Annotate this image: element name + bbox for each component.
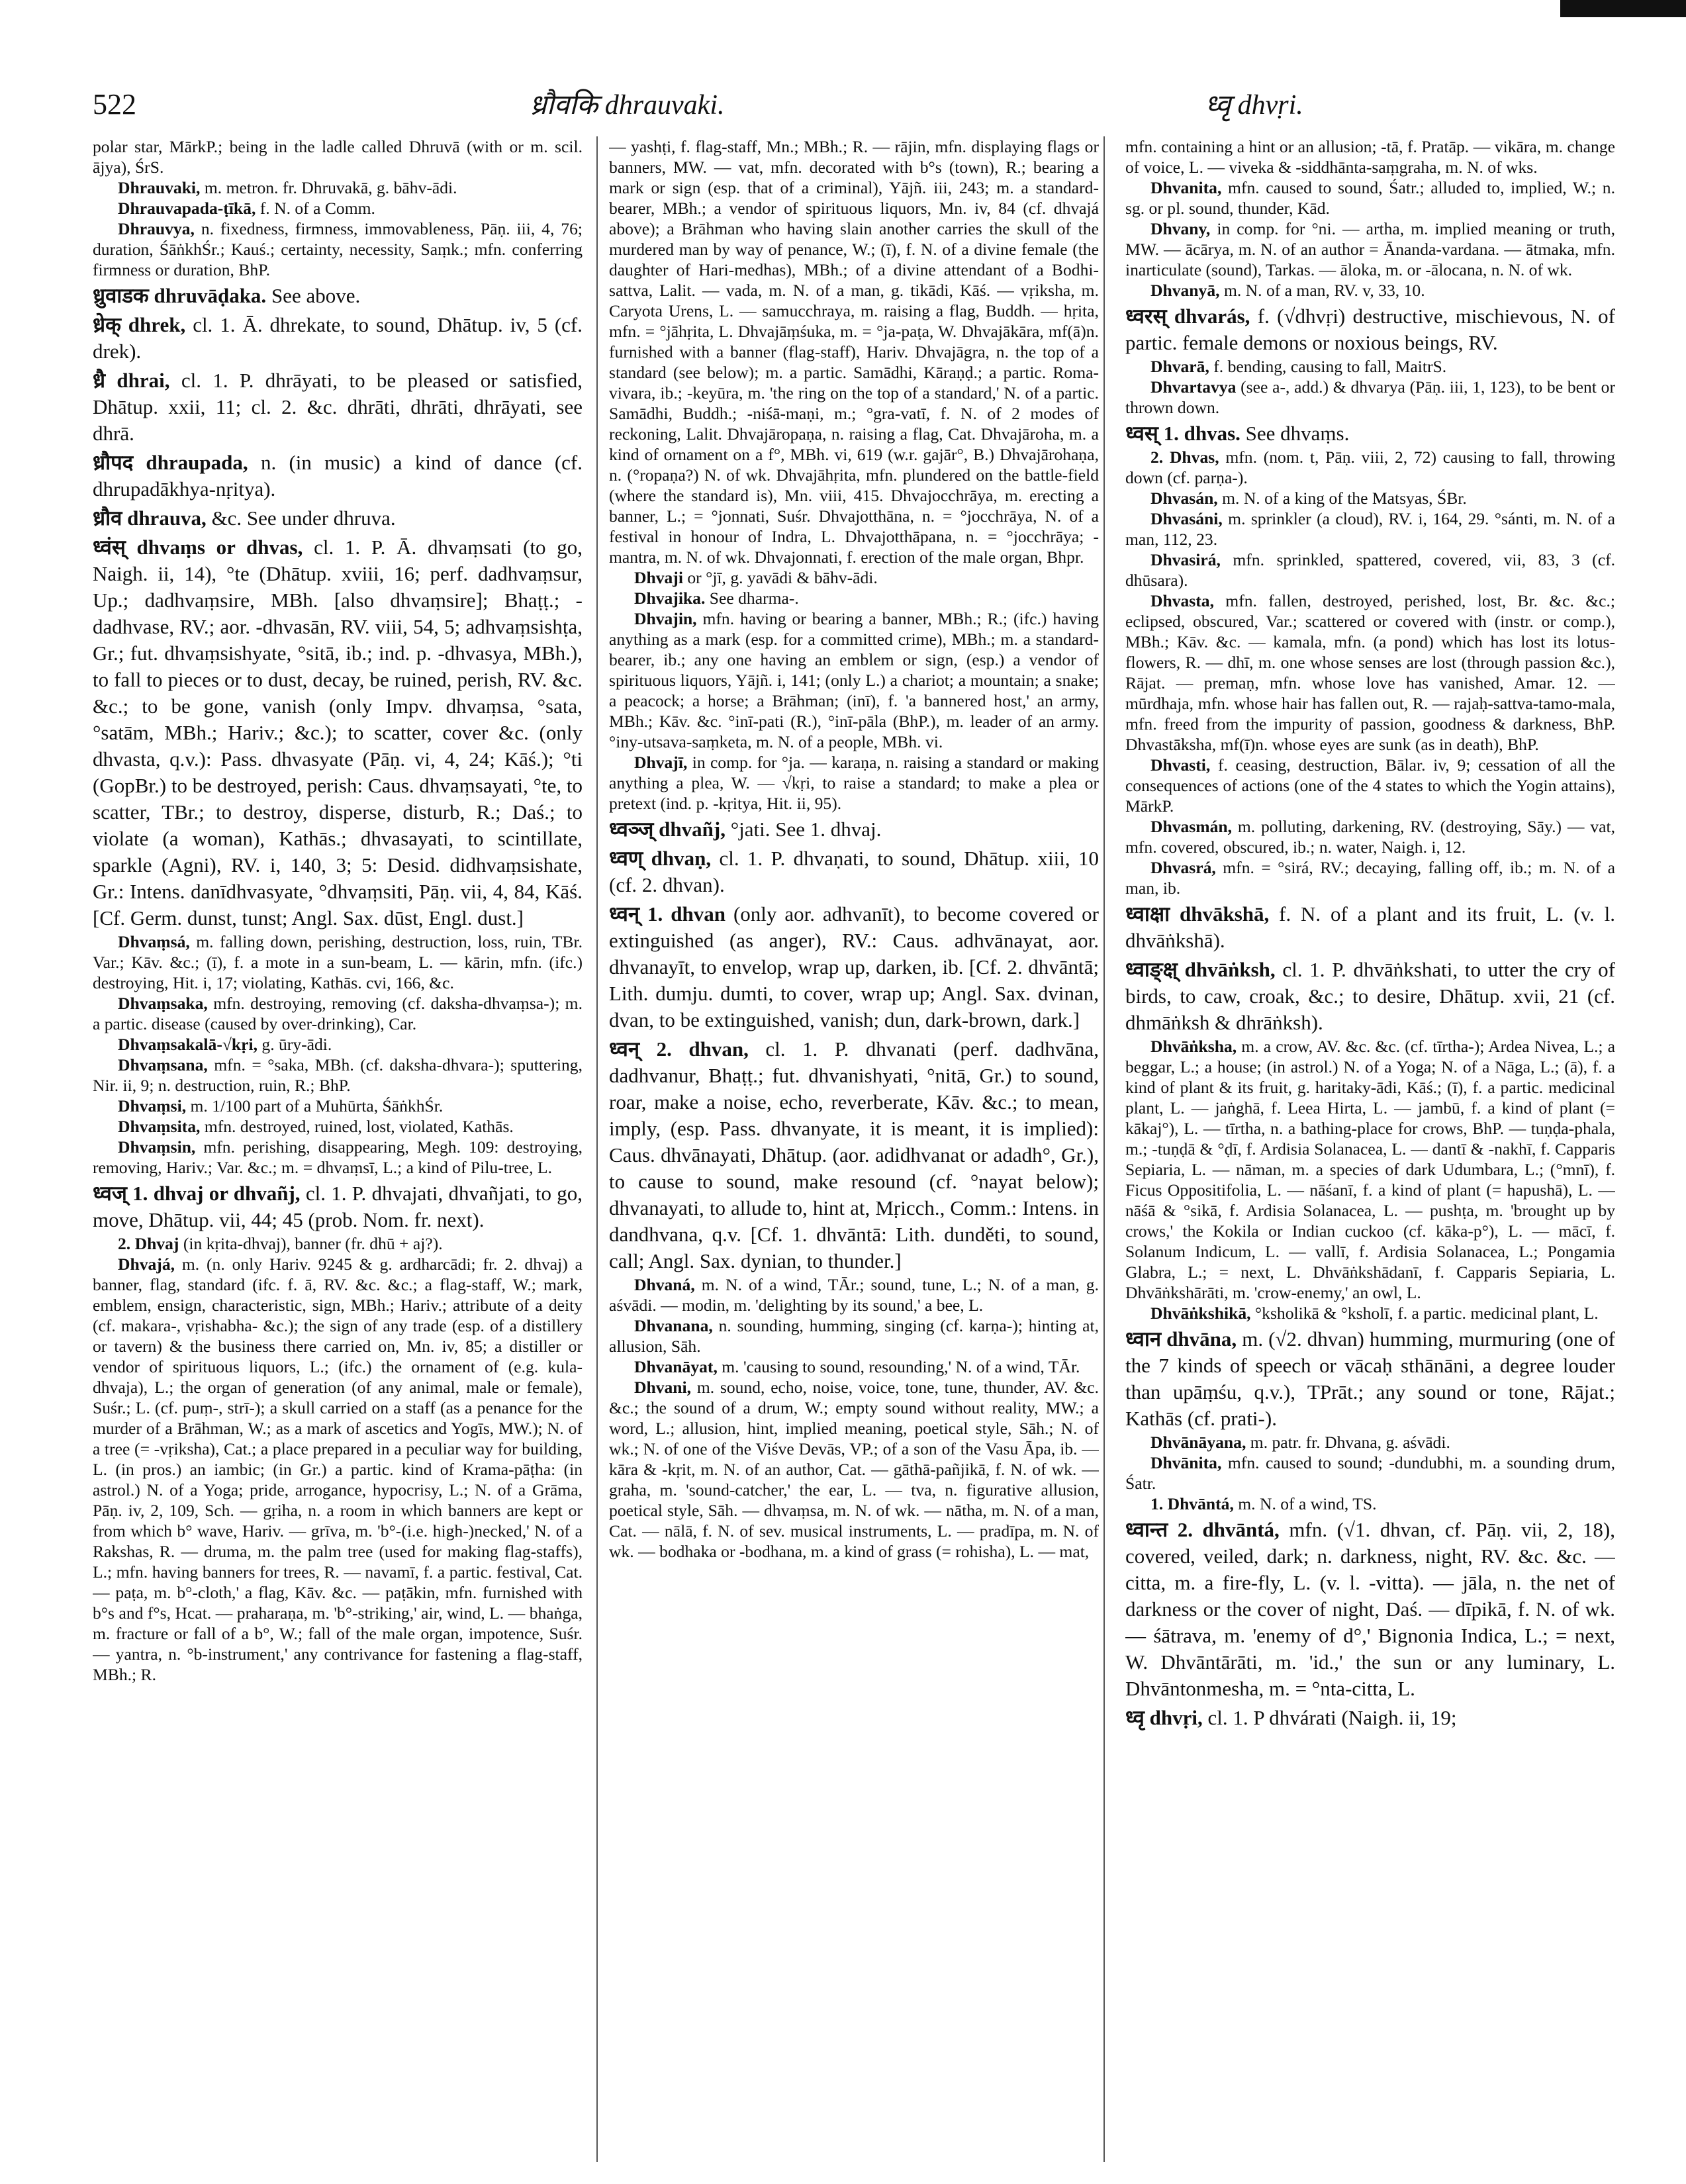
entry-headword: ध्वंस् dhvaṃs or dhvas, <box>93 536 303 559</box>
dictionary-entry <box>609 752 1099 814</box>
dictionary-entry <box>93 1055 583 1096</box>
entry-text: or °jī, g. yavādi & bāhv-ādi. <box>687 568 878 587</box>
entry-headword: ध्रौव dhrauva, <box>93 506 207 530</box>
dictionary-entry <box>93 1233 583 1254</box>
dictionary-entry <box>93 450 583 502</box>
dictionary-entry <box>1125 1705 1615 1731</box>
entry-headword: ध्वृ dhvṛi, <box>1125 1706 1203 1729</box>
dictionary-entry <box>1125 420 1615 447</box>
entry-text: (in kṛita-dhvaj), banner (fr. dhū + aj?). <box>183 1234 443 1253</box>
entry-text: m. 'causing to sound, resounding,' N. of a wind, TĀr. <box>722 1357 1080 1376</box>
entry-headword: ध्वण् dhvaṇ, <box>609 847 712 870</box>
entry-headword: Dhvaṃsakalā-√kṛi, <box>118 1035 258 1054</box>
entry-headword: ध्रुवाडक dhruvāḍaka. <box>93 284 267 307</box>
dictionary-entry <box>1125 508 1615 549</box>
column-2 <box>609 136 1099 2162</box>
column-1 <box>93 136 583 2162</box>
entry-text: mfn. having or bearing a banner, MBh.; R.; (ifc.) having anything as a mark (esp. for a committed crime), MBh.; m. a standard-bearer, ib.; any one having an emblem or sign, (esp.) a vendor of spirituous liquors, Yājñ. i, 141; (only L.) a chariot; a mountain; a snake; a peacock; a horse; a Brāhman; (inī), f. 'a bannered host,' an army, MBh.; Kāv. &c. °inī-pati (R.), °inī-pāla (BhP.), m. leader of an army. °iny-utsava-saṃketa, m. N. of a people, MBh. vi. <box>609 609 1099 751</box>
dictionary-entry <box>1125 377 1615 418</box>
entry-headword: Dhvanita, <box>1150 178 1222 197</box>
page-header <box>93 85 1595 131</box>
dictionary-entry <box>93 136 583 177</box>
dictionary-entry <box>93 1116 583 1137</box>
entry-headword: Dhvartavya <box>1150 377 1237 397</box>
entry-headword: Dhvaná, <box>634 1275 695 1294</box>
entry-headword: Dhvarā, <box>1150 357 1209 376</box>
entry-headword: Dhvanyā, <box>1150 281 1220 300</box>
entry-text: mfn. containing a hint or an allusion; -tā, f. Pratāp. — vikāra, m. change of voice, L. — viveka & -siddhānta-saṃgraha, m. N. of wks. <box>1125 137 1615 177</box>
entry-headword: Dhvanana, <box>634 1316 713 1335</box>
entry-text: mfn. destroying, removing (cf. daksha-dhvaṃsa-); m. a partic. disease (caused by over-drinking), Car. <box>93 994 583 1033</box>
entry-text: m. (√2. dhvan) humming, murmuring (one of the 7 kinds of speech or vācaḥ sthānāni, a degree louder than upāṃśu, q.v.), TPrāt.; any sound or tone, Rājat.; Kathās (cf. prati-). <box>1125 1327 1615 1430</box>
entry-text: cl. 1. P. dhvāṅkshati, to utter the cry of birds, to caw, croak, &c.; to desire, Dhātup. xvii, 21 (cf. dhmāṅksh & dhrāṅksh). <box>1125 958 1615 1034</box>
entry-text: °jati. See 1. dhvaj. <box>730 818 882 841</box>
corner-scan-mark <box>1560 0 1686 17</box>
entry-text: See above. <box>271 284 361 307</box>
entry-headword: ध्वाक्षा dhvākshā, <box>1125 902 1270 926</box>
entry-headword: Dhvāṅksha, <box>1150 1037 1237 1056</box>
dictionary-entry <box>609 816 1099 843</box>
entry-headword: Dhvasán, <box>1150 489 1218 508</box>
entry-text: n. fixedness, firmness, immovableness, Pāṇ. iii, 4, 76; duration, ŚāṅkhŚr.; Kauś.; certainty, necessity, Saṃk.; mfn. conferring firmness or duration, BhP. <box>93 219 583 279</box>
column-3 <box>1125 136 1615 2162</box>
entry-text: m. metron. fr. Dhruvakā, g. bāhv-ādi. <box>204 178 457 197</box>
entry-headword: Dhvasmán, <box>1150 817 1233 836</box>
dictionary-entry <box>1125 488 1615 508</box>
entry-headword: Dhvany, <box>1150 219 1211 238</box>
entry-text: polar star, MārkP.; being in the ladle called Dhruvā (with or m. scil. ājya), ŚrS. <box>93 137 583 177</box>
entry-text: m. N. of a wind, TĀr.; sound, tune, L.; N. of a man, g. aśvādi. — modin, m. 'delighting by its sound,' a bee, L. <box>609 1275 1099 1315</box>
dictionary-entry <box>1125 1326 1615 1432</box>
entry-text: m. sound, echo, noise, voice, tone, tune, thunder, AV. &c. &c.; the sound of a drum, W.; empty sound without reality, MW.; a word, L.; allusion, hint, implied meaning, poetical style, Sāh.; N. of wk.; N. of one of the Viśve Devās, VP.; of a son of the Vasu Āpa, ib. — kāra & -kṛit, m. N. of an author, Cat. — gāthā-pañjikā, f. N. of wk. — graha, m. 'sound-catcher,' the ear, L. — tva, n. figurative allusion, poetical style, Sāh. — dhvaṃsa, m. N. of wk. — nātha, m. N. of a man, Cat. — nālā, f. N. of sev. musical instruments, L. — pradīpa, m. N. of wk. — bodhaka or -bodhana, m. a kind of grass (= rohisha), L. — mat, <box>609 1378 1099 1561</box>
dictionary-entry <box>93 1137 583 1178</box>
dictionary-entry <box>1125 1517 1615 1702</box>
dictionary-entry <box>1125 280 1615 301</box>
entry-headword: Dhvajá, <box>118 1255 175 1274</box>
entry-text: cl. 1. P dhvárati (Naigh. ii, 19; <box>1207 1706 1457 1729</box>
dictionary-entry <box>1125 549 1615 591</box>
dictionary-entry <box>93 505 583 532</box>
entry-headword: Dhvaṃsita, <box>118 1117 201 1136</box>
dictionary-entry <box>93 283 583 309</box>
dictionary-entry <box>93 1180 583 1233</box>
entry-headword: 2. Dhvaj <box>118 1234 179 1253</box>
dictionary-entry <box>93 218 583 280</box>
entry-headword: ध्वञ्ज् dhvañj, <box>609 818 726 841</box>
entry-text: °ksholikā & °ksholī, f. a partic. medicinal plant, L. <box>1254 1304 1599 1323</box>
entry-text: mfn. = °sirá, RV.; decaying, falling off, ib.; m. N. of a man, ib. <box>1125 858 1615 898</box>
entry-text: cl. 1. P. dhrāyati, to be pleased or satisfied, Dhātup. xxii, 11; cl. 2. &c. dhrāti, dhrāti, dhrāyati, see dhrā. <box>93 369 583 445</box>
entry-headword: ध्वरस् dhvarás, <box>1125 305 1250 328</box>
entry-headword: ध्वस् 1. dhvas. <box>1125 422 1241 445</box>
entry-headword: ध्वान्त 2. dhvāntá, <box>1125 1518 1280 1541</box>
entry-headword: ध्वज् 1. dhvaj or dhvañj, <box>93 1182 301 1205</box>
entry-text: cl. 1. P. dhvanati (perf. dadhvāna, dadhvanur, Bhaṭṭ.; fut. dhvanishyati, °nitā, Gr.) to sound, roar, make a noise, echo, reverberate, Kāv. &c.; to mean, imply, (esp. Pass. dhvanyate, it is meant, it is implied): Caus. dhvānayati, Dhātup. (aor. adidhvanat or adadh°, Gr.), to cause to sound, make resound (cf. °nayat below); dhvanayati, to allude to, hint at, Mṛicch., Comm.: Intens. in dandhvana, q.v. [Cf. 1. dhvāntā: Lith. dunděti, to sound, call; Angl. Sax. dynian, to thunder.] <box>609 1037 1099 1272</box>
entry-text: mfn. caused to sound; -dundubhi, m. a sounding drum, Śatr. <box>1125 1453 1615 1493</box>
dictionary-entry <box>609 1315 1099 1356</box>
dictionary-entry <box>1125 1494 1615 1514</box>
dictionary-entry <box>1125 356 1615 377</box>
entry-text: f. N. of a plant and its fruit, L. (v. l. dhvāṅkshā). <box>1125 902 1615 952</box>
entry-text: f. ceasing, destruction, Bālar. iv, 9; cessation of all the consequences of actions (one of the 4 states to which the Yogin attains), MārkP. <box>1125 755 1615 816</box>
dictionary-entry <box>609 608 1099 752</box>
entry-headword: Dhvanāyat, <box>634 1357 718 1376</box>
entry-headword: Dhvajika. <box>634 589 706 608</box>
entry-text: mfn. sprinkled, spattered, covered, vii, 83, 3 (cf. dhūsara). <box>1125 550 1615 590</box>
entry-headword: Dhvaṃsana, <box>118 1055 208 1074</box>
dictionary-entry <box>609 845 1099 898</box>
entry-headword: Dhvānāyana, <box>1150 1433 1246 1452</box>
entry-text: mfn. perishing, disappearing, Megh. 109: destroying, removing, Hariv.; Var. &c.; m. = dhvaṃsī, L.; a kind of Pilu-tree, L. <box>93 1137 583 1177</box>
entry-headword: ध्रौपद dhraupada, <box>93 451 248 474</box>
dictionary-entry <box>1125 1432 1615 1452</box>
dictionary-entry <box>609 1274 1099 1315</box>
entry-text: f. (√dhvṛi) destructive, mischievous, N. of partic. female demons or noxious beings, RV. <box>1125 305 1615 354</box>
entry-text: m. patr. fr. Dhvana, g. aśvādi. <box>1250 1433 1450 1452</box>
dictionary-entry <box>1125 755 1615 816</box>
entry-text: in comp. for °ja. — karaṇa, n. raising a standard or making anything a plea, W. — √kṛi, to raise a standard; to make a plea or pretext (ind. p. -kṛitya, Hit. ii, 95). <box>609 753 1099 813</box>
entry-text: cl. 1. Ā. dhrekate, to sound, Dhātup. iv, 5 (cf. drek). <box>93 313 583 363</box>
running-head-left: ध्रौवकि dhrauvaki. <box>530 90 725 120</box>
entry-headword: Dhrauvapada-ṭīkā, <box>118 199 256 218</box>
entry-headword: ध्वन् 2. dhvan, <box>609 1037 749 1061</box>
dictionary-entry <box>1125 957 1615 1036</box>
entry-headword: Dhvaṃsaka, <box>118 994 208 1013</box>
entry-headword: Dhvaṃsá, <box>118 932 190 951</box>
dictionary-entry <box>609 1036 1099 1274</box>
entry-text: m. polluting, darkening, RV. (destroying, Sāy.) — vat, mfn. covered, obscured, ib.; n. water, Naigh. i, 12. <box>1125 817 1615 857</box>
entry-headword: Dhvaṃsin, <box>118 1137 196 1157</box>
dictionary-entry <box>93 1254 583 1685</box>
dictionary-entry <box>93 1096 583 1116</box>
text-columns <box>93 136 1615 2162</box>
dictionary-entry <box>1125 857 1615 898</box>
entry-headword: ध्वान dhvāna, <box>1125 1327 1237 1351</box>
running-head-right: ध्वृ dhvṛi. <box>1205 90 1303 120</box>
entry-text: f. N. of a Comm. <box>259 199 375 218</box>
entry-headword: Dhvajī, <box>634 753 688 772</box>
entry-text: mfn. (nom. t, Pāṇ. viii, 2, 72) causing to fall, throwing down (cf. parṇa-). <box>1125 448 1615 487</box>
entry-text: m. 1/100 part of a Muhūrta, ŚāṅkhŚr. <box>190 1096 444 1116</box>
entry-headword: Dhvaṃsi, <box>118 1096 187 1116</box>
entry-headword: 1. Dhvāntá, <box>1150 1494 1234 1513</box>
entry-headword: 2. Dhvas, <box>1150 448 1219 467</box>
dictionary-entry <box>1125 1303 1615 1323</box>
entry-text: cl. 1. P. dhvaṇati, to sound, Dhātup. xiii, 10 (cf. 2. dhvan). <box>609 847 1099 896</box>
dictionary-entry <box>609 1377 1099 1562</box>
entry-headword: Dhrauvya, <box>118 219 195 238</box>
dictionary-entry <box>93 1034 583 1055</box>
entry-text: mfn. caused to sound, Śatr.; alluded to, implied, W.; n. sg. or pl. sound, thunder, Kād. <box>1125 178 1615 218</box>
entry-text: &c. See under dhruva. <box>211 506 396 530</box>
entry-text: cl. 1. P. Ā. dhvaṃsati (to go, Naigh. ii, 14), °te (Dhātup. xviii, 16; perf. dadhvaṃsur, Up.; dadhvaṃsire, MBh. [also dhvaṃsire]; Bhaṭṭ.; -dadhvase, RV.; aor. -dhvasān, RV. viii, 54, 5; adhvaṃsishṭa, Gr.; fut. dhvaṃsishyate, °sitā, ib.; ind. p. -dhvasya, MBh.), to fall to pieces or to dust, decay, be ruined, perish, RV. &c. &c.; to be gone, vanish (only Impv. dhvaṃsa, °sata, °satām, MBh.; Hariv.; &c.); to scatter, cover &c. (only dhvasta, q.v.): Pass. dhvasyate (Pāṇ. vi, 4, 24; Kāś.); °ti (GopBr.) to be destroyed, perish: Caus. dhvaṃsayati, °te, to scatter, TBr.; to destroy, disperse, disturb, R.; Daś.; to violate (a woman), Kathās.; dhvasayati, to scintillate, sparkle (Agni), RV. i, 140, 3; 5: Desid. didhvaṃsishate, Gr.: Intens. danīdhvasyate, °dhvaṃsiti, Pāṇ. vii, 4, 84, Kāś. [Cf. Germ. dunst, tunst; Angl. Sax. dūst, Engl. dust.] <box>93 536 583 929</box>
entry-text: m. falling down, perishing, destruction, loss, ruin, TBr. Var.; Kāv. &c.; (ī), f. a mote in a sun-beam, L. — kārin, mfn. (ifc.) destroying, Hit. i, 17; violating, Kathās. cvi, 166, &c. <box>93 932 583 992</box>
dictionary-entry <box>1125 177 1615 218</box>
dictionary-entry <box>1125 303 1615 356</box>
dictionary-entry <box>1125 218 1615 280</box>
entry-headword: ध्वाङ्क्ष् dhvāṅksh, <box>1125 958 1276 981</box>
dictionary-entry <box>93 931 583 993</box>
dictionary-entry <box>93 534 583 931</box>
dictionary-entry <box>609 901 1099 1033</box>
dictionary-entry <box>1125 447 1615 488</box>
dictionary-entry <box>609 567 1099 588</box>
entry-text: n. sounding, humming, singing (cf. karṇa-); hinting at, allusion, Sāh. <box>609 1316 1099 1356</box>
dictionary-entry <box>93 198 583 218</box>
entry-headword: Dhvasrá, <box>1150 858 1216 877</box>
entry-text: — yashṭi, f. flag-staff, Mn.; MBh.; R. — rājin, mfn. displaying flags or banners, MW. — vat, mfn. decorated with b°s (town), R.; bearing a mark or sign (esp. that of a criminal), Yājñ. iii, 243; m. a standard-bearer, MBh.; a vendor of spirituous liquors, Mn. iv, 84 (cf. dhvajá above); a Brāhman who having slain another carries the skull of the murdered man by way of penance, W.; (ī), f. N. of a divine female (the daughter of Hari-medhas), MBh.; of a divine attendant of a Bodhi-sattva, Lalit. — vada, m. N. of a man, g. tikādi, Kāś. — vṛiksha, m. Caryota Urens, L. — samucchraya, m. raising a flag, Buddh. — hṛita, mfn. = °jāhṛita, L. Dhvajāṃśuka, m. = °ja-paṭa, W. Dhvajākāra, mf(ā)n. furnished with a banner (flag-staff), Hariv. Dhvajāgra, n. the top of a standard (see below); m. a partic. Samādhi, Kāraṇḍ.; a partic. Roma-vivara, ib.; -keyūra, m. 'the ring on the top of a standard,' N. of a partic. Samādhi, Buddh.; -niśā-maṇi, m.; °gra-vatī, f. N. of 2 modes of reckoning, Lalit. Dhvajāropaṇa, n. raising a flag, Cat. Dhvajāroha, m. a kind of ornament on a f°, MBh. vi, 619 (w.r. gajār°, B.) Dhvajārohaṇa, n. (°ropaṇa?) N. of wk. Dhvajāhṛita, mfn. plundered on the battle-field (where the standard is), Mn. viii, 415. Dhvajocchrāya, m. erecting a banner, L.; = °jonnati, Suśr. Dhvajotthāna, n. = °jocchrāya, N. of a festival in honour of Indra, L. Dhvajotthāpana, n. = °jocchrāya; -mantra, m. N. of wk. Dhvajonnati, f. erection of the male organ, Bhpr. <box>609 137 1099 567</box>
entry-text: f. bending, causing to fall, MaitrS. <box>1213 357 1447 376</box>
entry-headword: Dhvāṅkshikā, <box>1150 1304 1251 1323</box>
entry-text: m. sprinkler (a cloud), RV. i, 164, 29. °sánti, m. N. of a man, 112, 23. <box>1125 509 1615 549</box>
dictionary-entry <box>1125 136 1615 177</box>
entry-text: m. N. of a man, RV. v, 33, 10. <box>1223 281 1425 300</box>
dictionary-entry <box>609 136 1099 567</box>
entry-text: mfn. destroyed, ruined, lost, violated, Kathās. <box>204 1117 514 1136</box>
dictionary-entry <box>1125 591 1615 755</box>
entry-headword: ध्वन् 1. dhvan <box>609 902 726 926</box>
entry-headword: Dhvaji <box>634 568 683 587</box>
entry-text: cl. 1. P. dhvajati, dhvañjati, to go, move, Dhātup. vii, 44; 45 (prob. Nom. fr. next). <box>93 1182 583 1231</box>
dictionary-entry <box>609 588 1099 608</box>
entry-headword: Dhvani, <box>634 1378 692 1397</box>
entry-text: m. N. of a wind, TS. <box>1238 1494 1377 1513</box>
dictionary-entry <box>1125 1036 1615 1303</box>
entry-text: See dhvaṃs. <box>1245 422 1350 445</box>
entry-text: n. (in music) a kind of dance (cf. dhrupadākhya-nṛitya). <box>93 451 583 500</box>
entry-text: m. (n. only Hariv. 9245 & g. ardharcādi; fr. 2. dhvaj) a banner, flag, standard (ifc. f. ā, RV. &c. &c.; a flag-staff, W.; mark, emblem, ensign, characteristic, sign, MBh.; Hariv.; attribute of a deity (cf. makara-, vṛishabha- &c.); the sign of any trade (esp. of a distillery or tavern) & the business there carried on, Mn. iv, 85; a distiller or vendor of spirituous liquors, L.; (ifc.) the ornament of (e.g. kula-dhvaja), L.; the organ of generation (of any animal, male or female), Suśr.; L. (cf. puṃ-, strī-); a skull carried on a staff (as a penance for the murder of a Brāhman, W.; as a mark of ascetics and Yogīs, MW.); N. of a tree (= -vṛiksha), Cat.; a place prepared in a peculiar way for building, L. (in pros.) an iambic; (in Gr.) a partic. kind of Krama-pāṭha: (in astrol.) N. of a Yoga; pride, arrogance, hypocrisy, L.; N. of a Grāma, Pāṇ. iv, 2, 109, Sch. — gṛiha, n. a room in which banners are kept or from which b° wave, Hariv. — grīva, m. 'b°-(i.e. high-)necked,' N. of a Rakshas, R. — druma, m. the palm tree (used for making flag-staffs), L.; mfn. having banners for trees, R. — navamī, f. a partic. festival, Cat. — paṭa, m. b°-cloth,' a flag, Kāv. &c. — paṭākin, mfn. furnished with b°s and f°s, Hcat. — praharaṇa, m. 'b°-striking,' air, wind, L. — bhaṅga, m. fracture or fall of a b°, W.; fall of the male organ, impotence, Suśr. — yantra, n. °b-instrument,' any contrivance for fastening a flag-staff, MBh.; R. <box>93 1255 583 1684</box>
entry-text: (only aor. adhvanīt), to become covered or extinguished (as anger), RV.: Caus. adhvānayat, aor. dhvanayīt, to envelop, wrap up, darken, ib. [Cf. 2. dhvāntā; Lith. dumju. dumti, to cover, wrap up; Angl. Sax. dvinan, dvan, to be extinguished, vanish; dun, dark-brown, dark.] <box>609 902 1099 1031</box>
dictionary-entry <box>1125 816 1615 857</box>
entry-headword: ध्रेक् dhrek, <box>93 313 186 336</box>
dictionary-entry <box>93 177 583 198</box>
entry-headword: Dhvasti, <box>1150 755 1211 775</box>
dictionary-entry <box>93 367 583 447</box>
entry-text: See dharma-. <box>709 589 799 608</box>
entry-text: mfn. fallen, destroyed, perished, lost, Br. &c. &c.; eclipsed, obscured, Var.; scattered or covered with (instr. or comp.), MBh.; Kāv. &c. — kamala, mfn. (a pond) which has lost its lotus-flowers, R. — dhī, m. one whose senses are lost (through passion &c.), Rājat. — premaṇ, mfn. whose love has vanished, Amar. 12. — mūrdhaja, mfn. whose hair has fallen out, R. — rajaḥ-sattva-tamo-mala, mfn. freed from the impurity of passion, goodness & darkness, BhP. Dhvastāksha, mf(ī)n. whose eyes are sunk (as in death), BhP. <box>1125 591 1615 754</box>
entry-text: mfn. = °saka, MBh. (cf. daksha-dhvara-); sputtering, Nir. ii, 9; n. destruction, ruin, R.; BhP. <box>93 1055 583 1095</box>
entry-text: m. a crow, AV. &c. &c. (cf. tīrtha-); Ardea Nivea, L.; a beggar, L.; a house; (in astrol.) N. of a Yoga; N. of a Nāga, L.; (ā), f. a kind of plant & its fruit, g. haritaky-ādi, Kāś.; (ī), f. a partic. medicinal plant, L. — jaṅghā, f. Leea Hirta, L. — jambū, f. a kind of plant (= kākaj°), L. — tīrtha, n. a bathing-place for crows, BhP. — tuṇḍa-phala, m.; -tuṇḍā & °ḍī, f. Ardisia Solanacea, L. — dantī & -nakhī, f. Capparis Sepiaria, L. — nāman, m. a species of dark Udumbara, L.; (°mnī), f. Ficus Oppositifolia, L. — nāśanī, f. a kind of plant (= hapushā), L. — nāśā & °sikā, f. Ardisia Solanacea, L. — pushṭa, m. 'brought up by crows,' the Kokila or Indian cuckoo (cf. kāka-p°), L. — mācī, f. Solanum Indicum, L. — vallī, f. Ardisia Solanacea, L.; Pongamia Glabra, L.; = next, L. Dhvāṅkshādanī, f. Capparis Sepiaria, L. Dhvāṅkshārāti, m. 'crow-enemy,' an owl, L. <box>1125 1037 1615 1302</box>
dictionary-entry <box>1125 1452 1615 1494</box>
entry-text: m. N. of a king of the Matsyas, ŚBr. <box>1222 489 1467 508</box>
entry-headword: Dhvajin, <box>634 609 697 628</box>
entry-headword: ध्रै dhrai, <box>93 369 170 392</box>
entry-text: in comp. for °ni. — artha, m. implied meaning or truth, MW. — ācārya, m. N. of an author = Ānanda-vardana. — ātmaka, mfn. inarticulate (sound), Tarkas. — āloka, m. or -ālocana, n. N. of wk. <box>1125 219 1615 279</box>
dictionary-entry <box>609 1356 1099 1377</box>
entry-headword: Dhvasta, <box>1150 591 1214 610</box>
dictionary-entry <box>93 312 583 365</box>
entry-text: (see a-, add.) & dhvarya (Pāṇ. iii, 1, 123), to be bent or thrown down. <box>1125 377 1615 417</box>
page-number: 522 <box>93 88 136 120</box>
entry-headword: Dhrauvaki, <box>118 178 201 197</box>
entry-text: g. ūry-ādi. <box>261 1035 332 1054</box>
entry-headword: Dhvānita, <box>1150 1453 1222 1472</box>
dictionary-entry <box>93 993 583 1034</box>
dictionary-entry <box>1125 901 1615 954</box>
entry-headword: Dhvasáni, <box>1150 509 1223 528</box>
entry-text: mfn. (√1. dhvan, cf. Pāṇ. vii, 2, 18), covered, veiled, dark; n. darkness, night, RV. &c. &c. — citta, m. a fire-fly, L. (v. l. -vitta). — jāla, n. the net of darkness or the cover of night, Daś. — dīpikā, f. N. of wk. — śātrava, m. 'enemy of d°,' Bignonia Indica, L.; = next, W. Dhvāntārāti, m. 'id.,' the sun or any luminary, L. Dhvāntonmesha, m. = °nta-citta, L. <box>1125 1518 1615 1700</box>
entry-headword: Dhvasirá, <box>1150 550 1221 569</box>
